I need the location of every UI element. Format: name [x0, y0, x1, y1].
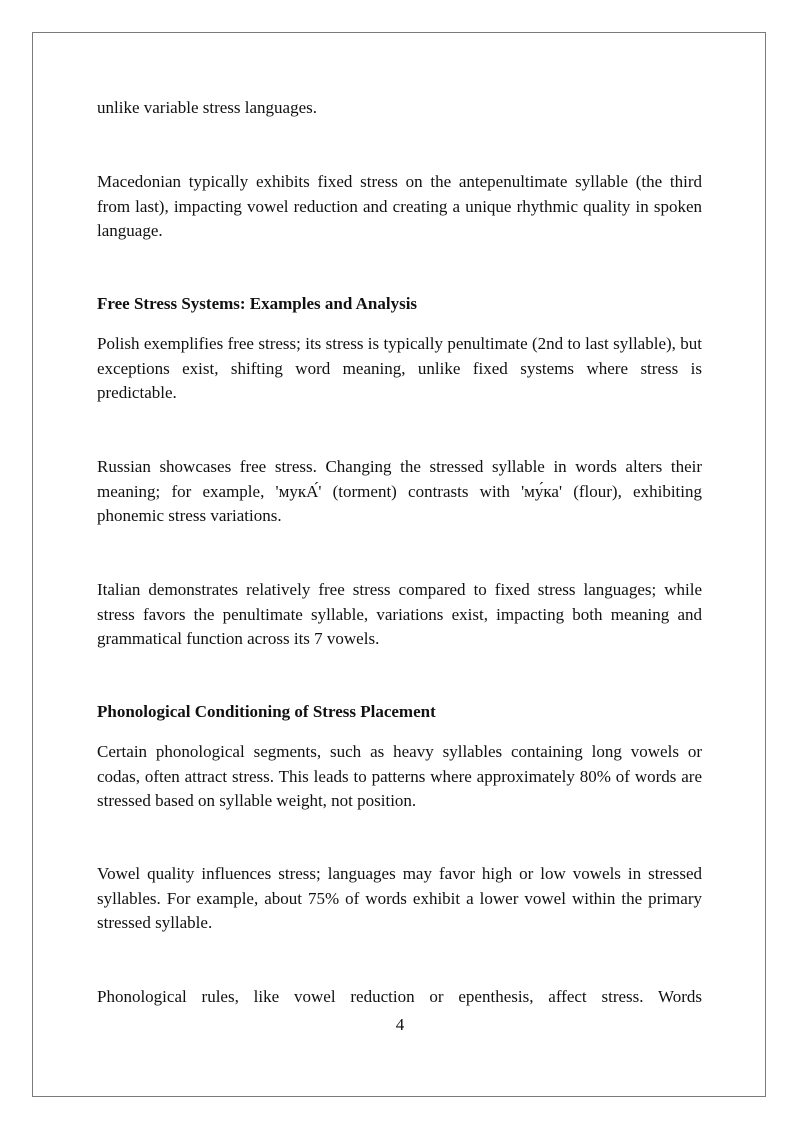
paragraph-polish: Polish exemplifies free stress; its stress is typically penultimate (2nd to last syllable), but exceptions exist, shifting word meaning, unlike fixed systems where stress is predictable.: [97, 334, 702, 402]
paragraph-italian: Italian demonstrates relatively free stress compared to fixed stress languages; while stress favors the penultimate syllable, variations exist, impacting both meaning and grammatical function across its 7 vowels.: [97, 580, 702, 648]
page-number: 4: [395, 1015, 405, 1034]
paragraph-continuation: unlike variable stress languages.: [97, 98, 317, 117]
paragraph-russian: Russian showcases free stress. Changing the stressed syllable in words alters their meaning; for example, 'мукА́' (torment) contrasts with 'му́ка' (flour), exhibiting phonemic stress variations.: [97, 457, 702, 525]
paragraph-vowel-quality: Vowel quality influences stress; languages may favor high or low vowels in stressed syllables. For example, about 75% of words exhibit a lower vowel within the primary stressed syllable.: [97, 864, 702, 932]
paragraph-macedonian: Macedonian typically exhibits fixed stress on the antepenultimate syllable (the third from last), impacting vowel reduction and creating a unique rhythmic quality in spoken language.: [97, 172, 702, 240]
section-heading-phonological-conditioning: Phonological Conditioning of Stress Placement: [97, 702, 436, 721]
section-heading-free-stress: Free Stress Systems: Examples and Analysis: [97, 294, 418, 313]
paragraph-phonological-rules: Phonological rules, like vowel reduction or epenthesis, affect stress. Words: [97, 987, 702, 1006]
paragraph-heavy-syllables: Certain phonological segments, such as heavy syllables containing long vowels or codas, often attract stress. This leads to patterns where approximately 80% of words are stressed based on syllable weight, not position.: [97, 742, 702, 810]
